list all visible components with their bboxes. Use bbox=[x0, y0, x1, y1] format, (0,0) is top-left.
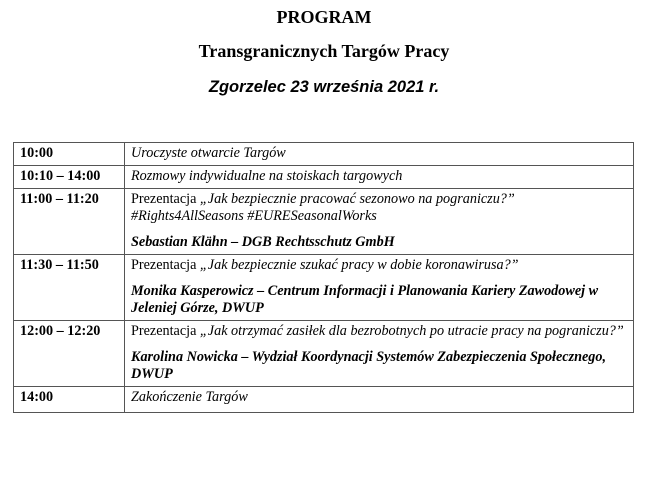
event-cell bbox=[125, 189, 634, 255]
presentation-topic: „Jak bezpiecznie pracować sezonowo na pograniczu?” bbox=[199, 191, 515, 207]
time-cell: 14:00 bbox=[14, 387, 125, 413]
table-row bbox=[14, 189, 634, 255]
speaker-name: Monika Kasperowicz – Centrum Informacji i Planowania Kariery Zawodowej w Jeleniej Górze, DWUP bbox=[131, 283, 599, 316]
event-cell bbox=[125, 255, 634, 321]
event-cell bbox=[125, 321, 634, 387]
presentation-label: Prezentacja bbox=[131, 191, 200, 207]
presentation-title bbox=[131, 257, 627, 274]
table-row bbox=[14, 387, 634, 413]
presentation-topic: „Jak otrzymać zasiłek dla bezrobotnych po utracie pracy na pograniczu?” bbox=[199, 323, 624, 339]
presentation-hashtags: #Rights4AllSeasons #EURESeasonalWorks bbox=[131, 208, 377, 224]
schedule-table bbox=[13, 142, 634, 413]
presentation-topic: „Jak bezpiecznie szukać pracy w dobie koronawirusa?” bbox=[199, 257, 519, 273]
time-cell: 11:30 – 11:50 bbox=[14, 255, 125, 321]
presentation-title bbox=[131, 191, 627, 208]
table-row bbox=[14, 143, 634, 166]
presentation-label: Prezentacja bbox=[131, 257, 200, 273]
event-place-date: Zgorzelec 23 września 2021 r. bbox=[208, 78, 440, 96]
time-cell: 12:00 – 12:20 bbox=[14, 321, 125, 387]
table-row bbox=[14, 255, 634, 321]
table-row bbox=[14, 166, 634, 189]
event-description: Rozmowy indywidualne na stoiskach targowych bbox=[131, 168, 403, 184]
presentation-title bbox=[131, 323, 627, 340]
speaker-name: Karolina Nowicka – Wydział Koordynacji Systemów Zabezpieczenia Społecznego, DWUP bbox=[131, 349, 607, 382]
event-title: Transgranicznych Targów Pracy bbox=[198, 41, 450, 61]
event-cell bbox=[125, 143, 634, 166]
event-cell bbox=[125, 166, 634, 189]
event-description: Uroczyste otwarcie Targów bbox=[131, 145, 286, 161]
time-cell: 11:00 – 11:20 bbox=[14, 189, 125, 255]
time-cell: 10:00 bbox=[14, 143, 125, 166]
table-row bbox=[14, 321, 634, 387]
time-cell: 10:10 – 14:00 bbox=[14, 166, 125, 189]
program-title: PROGRAM bbox=[276, 7, 372, 27]
event-cell bbox=[125, 387, 634, 413]
speaker-name: Sebastian Klähn – DGB Rechtsschutz GmbH bbox=[131, 234, 395, 250]
event-description: Zakończenie Targów bbox=[131, 389, 248, 405]
presentation-label: Prezentacja bbox=[131, 323, 200, 339]
